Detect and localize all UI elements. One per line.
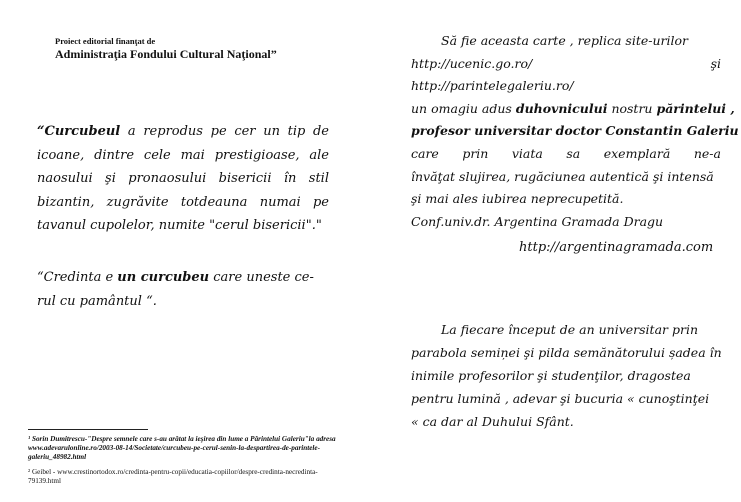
word: ne-a	[693, 145, 721, 161]
sponsor-line-1: Proiect editorial finanţat de	[55, 36, 156, 46]
credinta-paragraph	[37, 266, 329, 313]
word: sa	[566, 145, 581, 161]
paragraph2-line-1: La fiecare început de an universitar prin	[441, 322, 699, 337]
parintelegaleriu-link[interactable]: http://parintelegaleriu.ro/	[411, 78, 574, 94]
conjunction: şi	[710, 55, 721, 71]
credinta-start: “Credinta e	[37, 270, 118, 285]
dedication-line-8: şi mai ales iubirea neprecupetită.	[411, 191, 624, 207]
author-signature: Conf.univ.dr. Argentina Gramada Dragu	[411, 213, 664, 229]
dedication-line-6	[411, 143, 721, 166]
credinta-bold: un curcubeu	[117, 270, 210, 285]
dedication-line-1: Să fie aceasta carte , replica site-urilor	[441, 33, 689, 48]
footnote-1: ¹ Sorin Dumitrescu-"Despre semnele care s-au arătat la ieşirea din lume a Părintelui Galeriu"la adresa www.adevarulonline.ro/2003-08-14/Societate/curcubeu-pe-cerul-senin-la-despartirea-de-parintele-galeriu_48982.html	[28, 435, 336, 461]
paragraph2-line-3: inimile profesorilor şi studenţilor, dragostea	[411, 368, 691, 383]
line4-a: un omagiu adus	[411, 100, 516, 116]
word: care	[411, 145, 439, 161]
credinta-end: care uneste ce-rul cu pamântul “.	[37, 270, 314, 309]
word: viata	[511, 145, 543, 161]
footnote-2: ² Geibel - www.crestinortodox.ro/credinta-pentru-copii/educatia-copiilor/despre-credinta-necredinta-79139.html	[28, 468, 318, 485]
dedication-line-2	[411, 53, 721, 76]
dedication-line-7: învăţat slujirea, rugăciunea autentică şi intensă	[411, 168, 714, 184]
word: prin	[462, 145, 489, 161]
parintelui-bold: părintelui ,	[656, 100, 735, 116]
sponsor-block	[55, 36, 277, 62]
paragraph2-line-5: « ca dar al Duhului Sfânt.	[411, 414, 574, 429]
right-page	[371, 0, 741, 502]
argentinagramada-link[interactable]: http://argentinagramada.com	[519, 240, 714, 255]
word: exemplară	[603, 145, 671, 161]
dedication-line-4	[411, 98, 735, 121]
ucenic-link[interactable]: http://ucenic.go.ro/	[411, 55, 533, 71]
curcubeul-paragraph	[37, 120, 329, 238]
left-page	[0, 0, 370, 502]
curcubeul-text: a reprodus pe cer un tip de icoane, dintre cele mai prestigioase, ale naosului şi pronaosului bisericii în stil bizantin, zugrăvite totdeauna numai pe tavanul cupolelor, numite "cerul bisericii"."	[37, 124, 329, 233]
paragraph2-line-2: parabola semin̦ei şi pilda semănătorului șadea în	[411, 345, 722, 360]
sponsor-line-2: Administraţia Fondului Cultural Naţional”	[55, 47, 277, 61]
paragraph2-line-4: pentru lumină , adevar şi bucuria « cunoştinţei	[411, 391, 710, 406]
footnote-rule	[28, 429, 148, 430]
dedication-paragraph	[411, 30, 739, 233]
university-paragraph	[411, 318, 721, 433]
curcubeul-bold: “Curcubeul	[37, 124, 121, 139]
line4-c: nostru	[607, 100, 657, 116]
dedication-line-5: profesor universitar doctor Constantin Galeriu	[411, 123, 739, 139]
duhovnicului-bold: duhovnicului	[515, 100, 608, 116]
